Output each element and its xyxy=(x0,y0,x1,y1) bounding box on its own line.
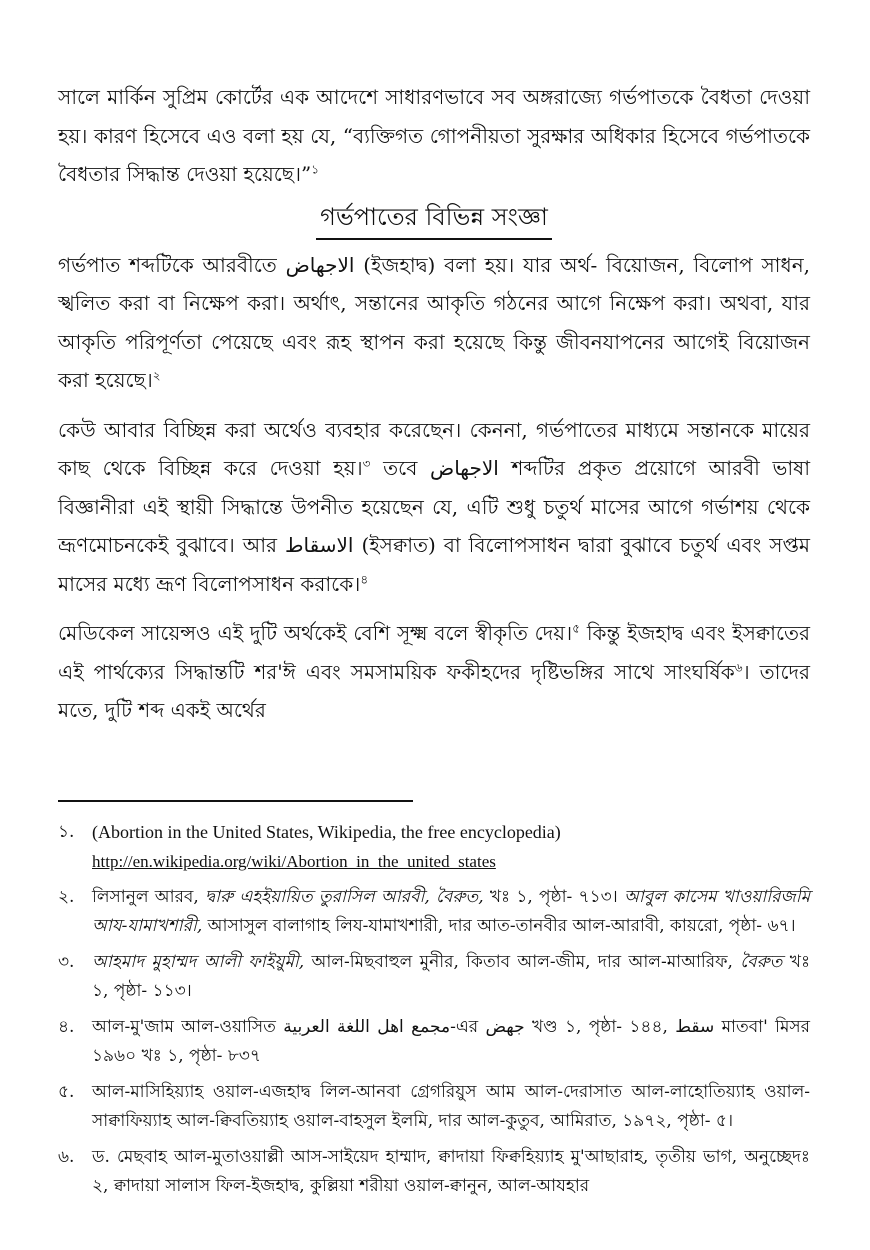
footnote-divider xyxy=(58,800,413,802)
paragraph-1-text: সালে মার্কিন সুপ্রিম কোর্টের এক আদেশে সাধারণভাবে সব অঙ্গরাজ্যে গর্ভপাতকে বৈধতা দেওয়া হয়। কারণ হিসেবে এও বলা হয় যে, “ব্যক্তিগত গোপনীয়তা সুরক্ষার অধিকার হিসেবে গর্ভপাতকে বৈধতার সিদ্ধান্ত দেওয়া হয়েছে।” xyxy=(58,85,810,186)
paragraph-4-text-a: মেডিকেল সায়েন্সও এই দুটি অর্থকেই বেশি সূক্ষ্ম বলে স্বীকৃতি দেয়। xyxy=(58,621,573,645)
footnote-4-arabic-2: جهض xyxy=(485,1017,525,1037)
footnote-1-link[interactable]: http://en.wikipedia.org/wiki/Abortion_in_the_united_states xyxy=(92,852,496,871)
footnote-1 xyxy=(58,818,810,876)
paragraph-1 xyxy=(58,78,810,194)
footnote-ref-6[interactable]: ৬ xyxy=(734,659,743,674)
footnote-ref-4[interactable]: ৪ xyxy=(360,571,369,586)
footnote-2-italic-2: আবুল কাসেম খাওয়ারিজমি আয-যামাখশারী, xyxy=(92,887,811,936)
footnote-ref-2[interactable]: ২ xyxy=(152,368,161,383)
footnote-4-text-d: মাতবা' মিসর ১৯৬০ খঃ ১, পৃষ্ঠা- ৮৩৭ xyxy=(92,1017,811,1066)
paragraph-4 xyxy=(58,614,810,730)
section-heading-wrap xyxy=(58,197,810,240)
footnote-4-text-c: খণ্ড ১, পৃষ্ঠা- ১৪৪, xyxy=(532,1017,668,1037)
footnote-2 xyxy=(58,883,810,941)
footnote-ref-5[interactable]: ৫ xyxy=(572,621,581,636)
footnote-number: ১. xyxy=(58,822,75,842)
footnote-4-text-a: আল-মু'জাম আল-ওয়াসিত xyxy=(92,1017,276,1037)
footnote-number: ২. xyxy=(58,887,75,907)
paragraph-3-text-d: (ইসক্বাত) বা বিলোপসাধন দ্বারা বুঝাবে চতুর্থ এবং সপ্তম মাসের মধ্যে ভ্রূণ বিলোপসাধন করাকে। xyxy=(58,533,811,596)
section-heading: গর্ভপাতের বিভিন্ন সংজ্ঞা xyxy=(316,197,552,240)
page-body xyxy=(58,78,810,730)
paragraph-3 xyxy=(58,411,810,604)
footnote-3-italic-2: বৈরুত xyxy=(740,952,783,972)
footnote-2-text-a: লিসানুল আরব, xyxy=(92,887,199,907)
footnote-4-text-b: -এর xyxy=(450,1017,479,1037)
footnotes xyxy=(58,818,810,1201)
arabic-term-isqat: الاسقاط xyxy=(285,533,354,557)
paragraph-4-text-b: কিন্তু ইজহাদ্ব এবং ইসক্বাতের এই পার্থক্যের সিদ্ধান্তটি শর'ঈ এবং সমসাময়িক ফকীহদের দৃষ্টিভঙ্গির সাথে সাংঘর্ষিক xyxy=(58,621,811,684)
footnote-3 xyxy=(58,948,810,1006)
footnote-6 xyxy=(58,1143,810,1201)
paragraph-3-text-b: তবে xyxy=(383,456,418,480)
paragraph-2-text-a: গর্ভপাত শব্দটিকে আরবীতে xyxy=(58,252,277,277)
footnote-1-text: (Abortion in the United States, Wikipedia, the free encyclopedia) xyxy=(92,822,561,842)
footnote-2-italic-1: দ্বারু এহইয়ায়িত তুরাসিল আরবী, বৈরুত, xyxy=(205,887,484,907)
footnote-4-arabic-3: سقط xyxy=(675,1017,715,1037)
footnote-3-text-a: আল-মিছবাহুল মুনীর, কিতাব আল-জীম, দার আল-মাআরিফ, xyxy=(311,952,733,972)
arabic-term-ijhad-2: الاجهاض xyxy=(430,456,499,480)
footnote-ref-3[interactable]: ৩ xyxy=(362,456,371,471)
footnote-5-text: আল-মাসিহিয়্যাহ ওয়াল-এজহাদ্ব লিল-আনবা গ্রেগরিয়ুস আম আল-দেরাসাত আল-লাহোতিয়্যাহ ওয়াল-সাক্বাফিয়্যাহ আল-ক্বিবতিয়্যাহ ওয়াল-বাহসুল ইলমি, দার আল-কুতুব, আমিরাত, ১৯৭২, পৃষ্ঠা- ৫। xyxy=(92,1082,810,1131)
arabic-term-ijhad: الاجهاض xyxy=(285,252,355,277)
footnote-number: ৩. xyxy=(58,952,75,972)
footnote-number: ৪. xyxy=(58,1017,75,1037)
footnote-2-text-b: খঃ ১, পৃষ্ঠা- ৭১৩। xyxy=(489,887,618,907)
footnote-4-arabic-1: مجمع اهل اللغة العربية xyxy=(283,1017,451,1037)
footnote-3-text-b: খঃ ১, পৃষ্ঠা- ১১৩। xyxy=(92,952,811,1001)
paragraph-2 xyxy=(58,246,810,400)
footnote-5 xyxy=(58,1078,810,1136)
footnote-ref-1[interactable]: ১ xyxy=(311,162,320,177)
footnote-number: ৫. xyxy=(58,1082,75,1102)
paragraph-2-text-b: (ইজহাদ্ব) বলা হয়। যার অর্থ- বিয়োজন, বিলোপ সাধন, স্খলিত করা বা নিক্ষেপ করা। অর্থাৎ, সন্তানের আকৃতি গঠনের আগে নিক্ষেপ করা। অথবা, যার আকৃতি পরিপূর্ণতা পেয়েছে এবং রূহ স্থাপন করা হয়েছে কিন্তু জীবনযাপনের আগেই বিয়োজন করা হয়েছে। xyxy=(58,252,810,392)
footnote-number: ৬. xyxy=(58,1147,75,1167)
paragraph-3-text-a: কেউ আবার বিচ্ছিন্ন করা অর্থেও ব্যবহার করেছেন। কেননা, গর্ভপাতের মাধ্যমে সন্তানকে মায়ের কাছ থেকে বিচ্ছিন্ন করে দেওয়া হয়। xyxy=(58,417,810,480)
paragraph-3-text-c: শব্দটির প্রকৃত প্রয়োগে আরবী ভাষা বিজ্ঞানীরা এই স্থায়ী সিদ্ধান্তে উপনীত হয়েছেন যে, এটি শুধু চতুর্থ মাসের আগে গর্ভাশয় থেকে ভ্রূণমোচনকেই বুঝাবে। আর xyxy=(58,456,811,557)
footnote-4 xyxy=(58,1013,810,1071)
footnote-2-text-c: আসাসুল বালাগাহ লিয-যামাখশারী, দার আত-তানবীর আল-আরাবী, কায়রো, পৃষ্ঠা- ৬৭। xyxy=(207,916,796,936)
footnote-6-text: ড. মেছবাহ আল-মুতাওয়াল্লী আস-সাইয়েদ হাম্মাদ, ক্বাদায়া ফিক্বহিয়্যাহ মু'আছারাহ, তৃতীয় ভাগ, অনুচ্ছেদঃ ২, ক্বাদায়া সালাস ফিল-ইজহাদ্ব, কুল্লিয়া শরীয়া ওয়াল-ক্বানুন, আল-আযহার xyxy=(92,1147,810,1196)
footnote-3-italic-1: আহমাদ মুহাম্মদ আলী ফাইয়ুমী, xyxy=(92,952,305,972)
paragraph-4-text-c: । তাদের মতে, দুটি শব্দ একই অর্থের xyxy=(58,659,810,722)
